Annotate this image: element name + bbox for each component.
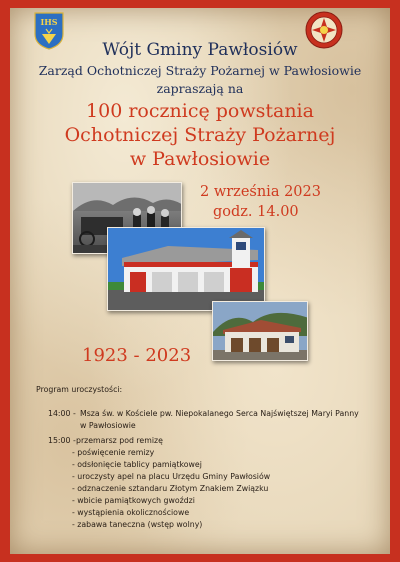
event-time: godz. 14.00	[213, 204, 299, 220]
program-list-item: - odsłonięcie tablicy pamiątkowej	[72, 460, 202, 469]
anniversary-years: 1923 - 2023	[82, 345, 192, 366]
program-title: Program uroczystości:	[36, 385, 123, 394]
program-list-item: - wbicie pamiątkowych gwoździ	[72, 496, 195, 505]
invite-line: zapraszają na	[156, 81, 244, 96]
headline-line-1: 100 rocznicę powstania	[86, 100, 314, 122]
program-list-item: - zabawa taneczna (wstęp wolny)	[72, 520, 203, 529]
fire-station-photo	[107, 227, 265, 311]
program-item-1-line-1: Msza św. w Kościele pw. Niepokalanego Serca Najświętszej Maryi Panny	[80, 409, 359, 418]
program-list-item: - wystąpienia okolicznościowe	[72, 508, 190, 517]
headline-line-3: w Pawłosiowie	[129, 148, 271, 170]
event-date: 2 września 2023	[200, 184, 321, 200]
program-list-item: - uroczysty apel na placu Urzędu Gminy Pawłosiów	[72, 472, 271, 481]
crest-left-text: IHS	[40, 17, 58, 27]
program-item-2-time: 15:00 -	[48, 436, 76, 445]
program-item-1-line-2: w Pawłosiowie	[80, 421, 136, 430]
program-list-item: - poświęcenie remizy	[72, 448, 155, 457]
zarzad-line: Zarząd Ochotniczej Straży Pożarnej w Pawłosiowie	[38, 63, 362, 78]
program-list-item: przemarsz pod remizę	[76, 436, 163, 445]
old-fire-station-photo	[212, 301, 308, 361]
program-list-item: - odznaczenie sztandaru Złotym Znakiem Związku	[72, 484, 269, 493]
program-item-1-time: 14:00 -	[48, 409, 76, 418]
wojt-heading: Wójt Gminy Pawłosiów	[102, 40, 298, 60]
headline-line-2: Ochotniczej Straży Pożarnej	[64, 124, 336, 146]
